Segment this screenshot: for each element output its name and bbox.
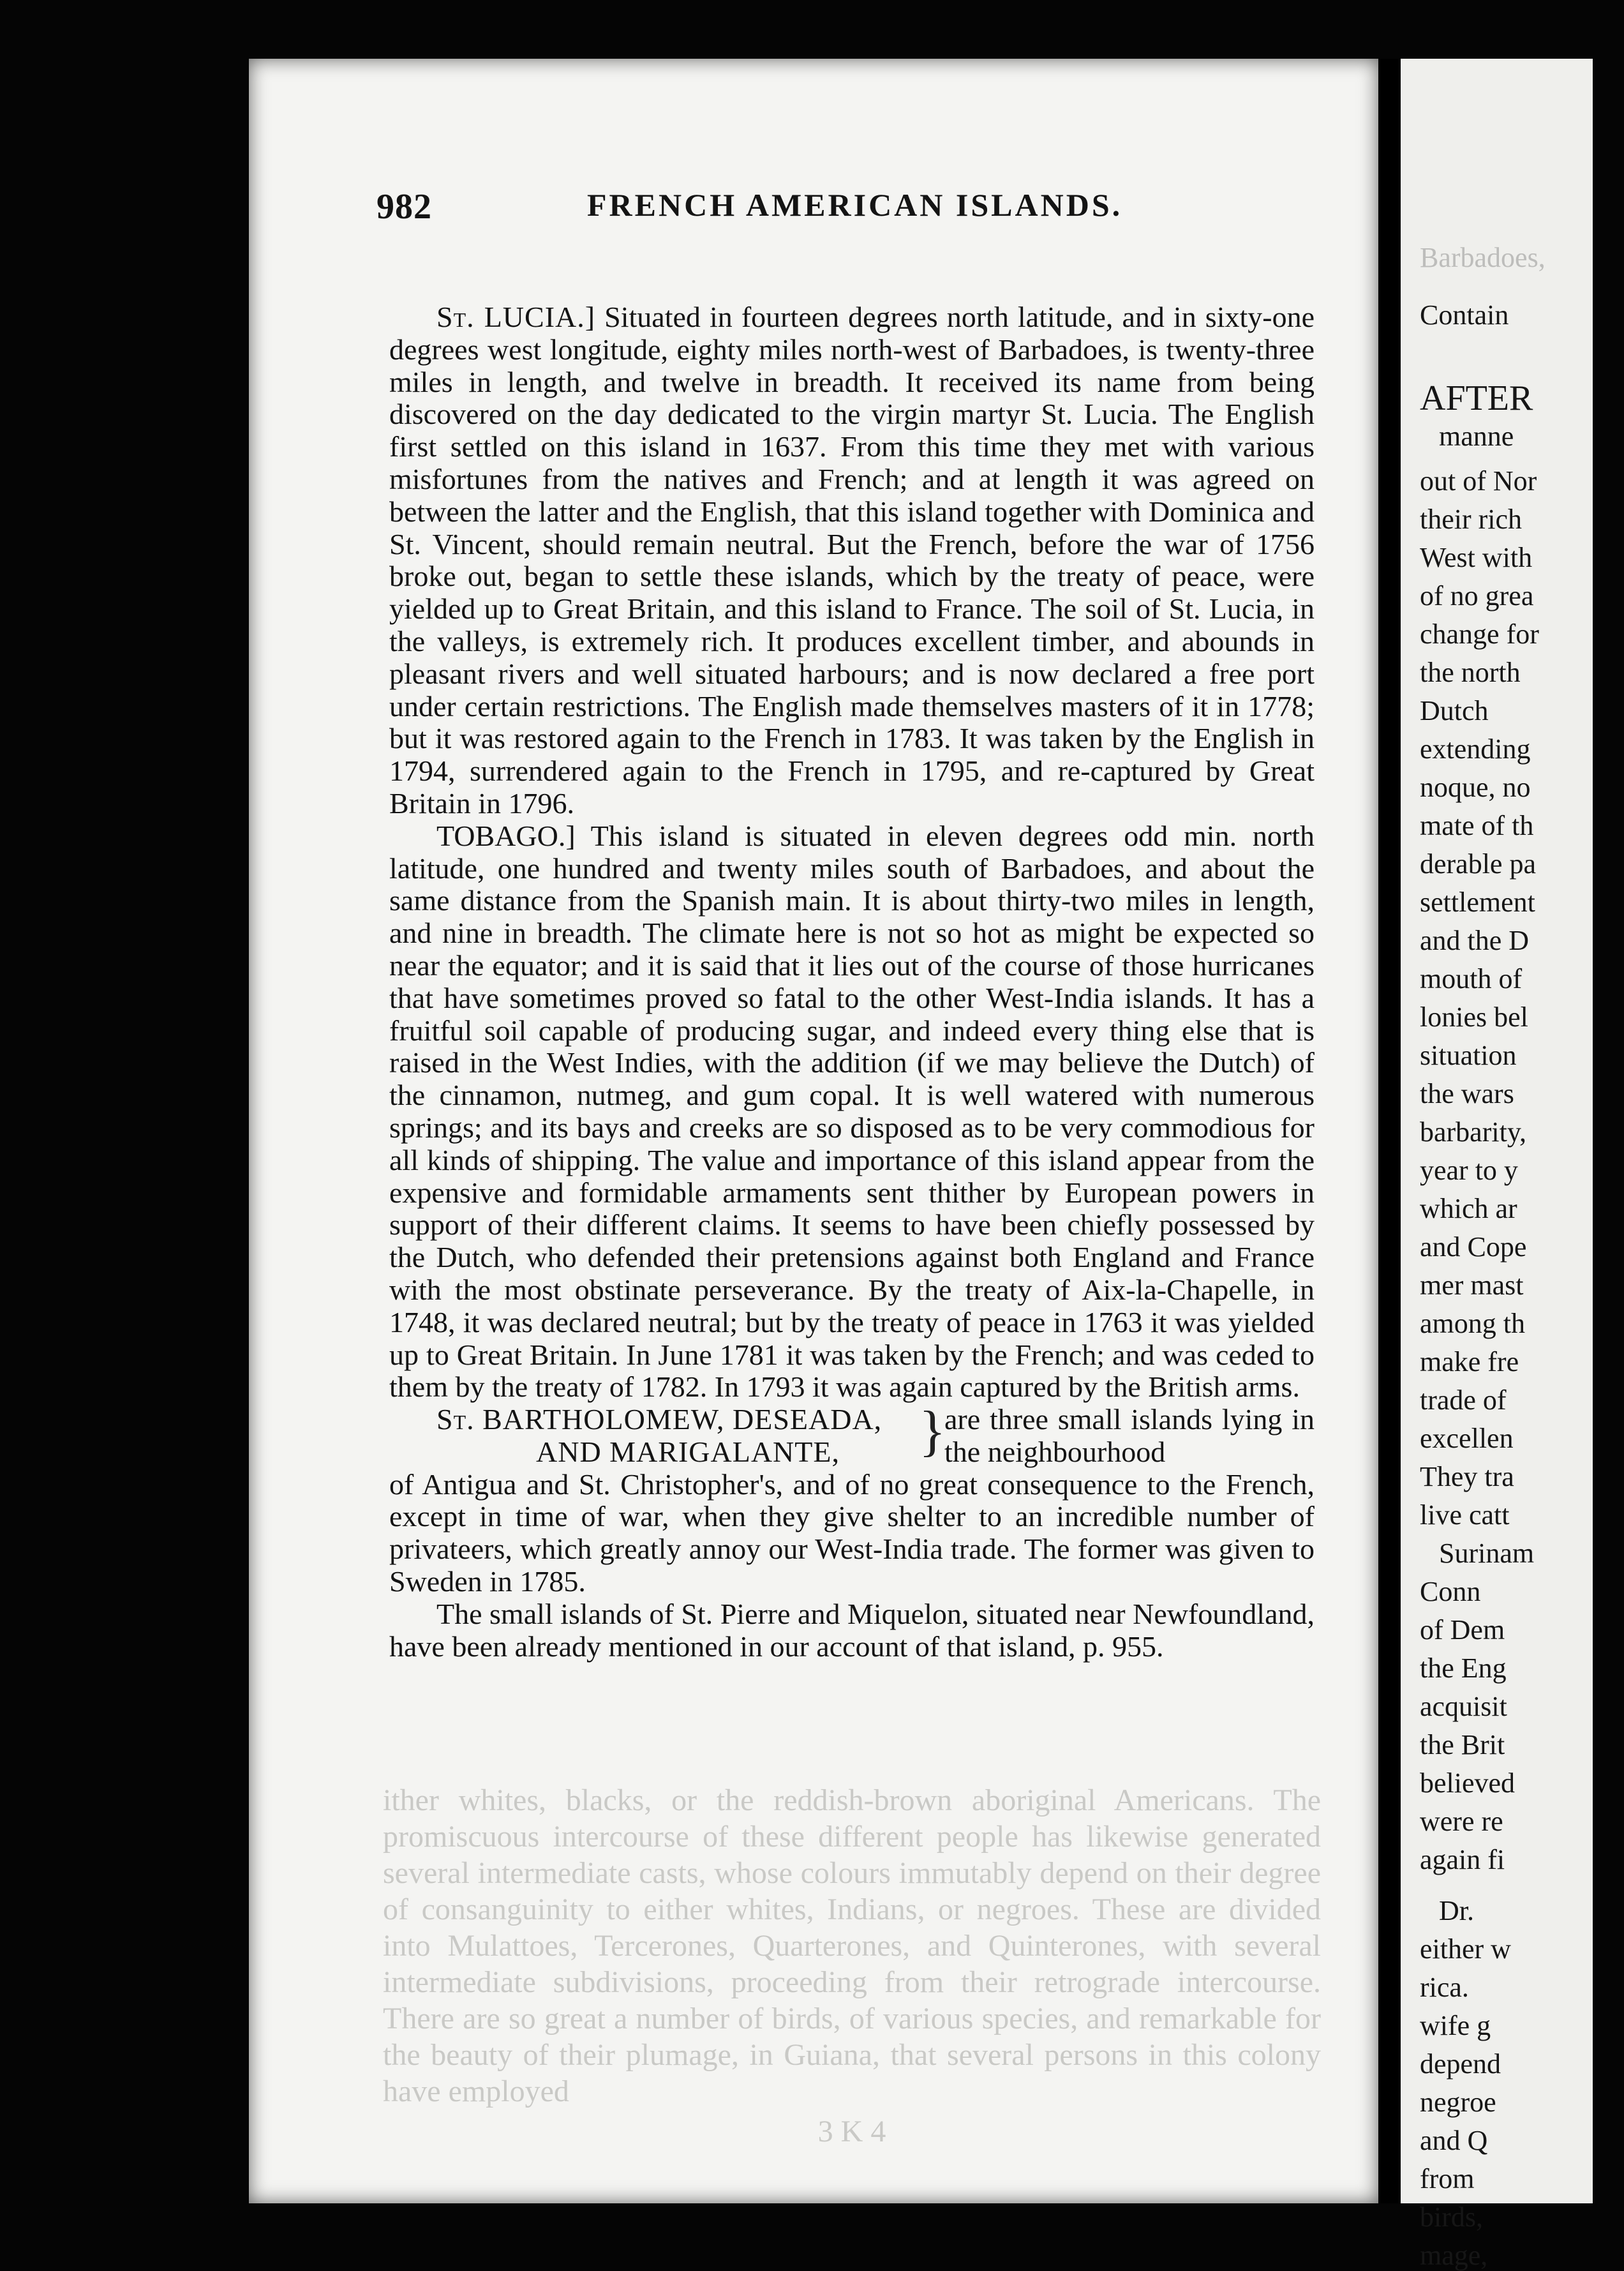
facing-page-line: mage, — [1420, 2240, 1488, 2271]
bartholomew-heading-text: are three small islands lying in the neighbourhood — [944, 1403, 1315, 1468]
facing-page-line: again fi — [1420, 1844, 1505, 1875]
facing-page-line: and the D — [1420, 925, 1530, 956]
facing-page-line: and Cope — [1420, 1231, 1527, 1263]
facing-page-line: the north — [1420, 657, 1521, 688]
facing-page-line: of no grea — [1420, 580, 1534, 611]
facing-page-line: change for — [1420, 618, 1539, 650]
facing-page-line: excellen — [1420, 1423, 1514, 1454]
running-title: FRENCH AMERICAN ISLANDS. — [587, 187, 1123, 223]
facing-page-line: among th — [1420, 1308, 1525, 1339]
facing-page-line: mate of th — [1420, 810, 1534, 841]
paragraph-text: Situated in fourteen degrees north latitude, and in sixty-one degrees west longitude, eighty miles north-west of Barbadoes, is twenty-three miles in length, and twelve in breadth. It received its name from being discovered on the day dedicated to the virgin martyr St. Lucia. The English first settled on this island in 1637. From this time they met with various misfortunes from the natives and French; and at length it was agreed on between the latter and the English, that this island together with Dominica and St. Vincent, should remain neutral. But the French, before the war of 1756 broke out, began to settle these islands, which by the treaty of peace, were yielded up to Great Britain, and this island to France. The soil of St. Lucia, in the valleys, is extremely rich. It produces excellent timber, and abounds in pleasant rivers and well situated harbours; and is now declared a free port under certain restrictions. The English made themselves masters of it in 1778; but it was restored again to the French in 1783. It was taken by the English in 1794, surrendered again to the French in 1795, and re-captured by Great Britain in 1796. — [389, 301, 1315, 820]
paragraph-text: This island is situated in eleven degrees odd min. north latitude, one hundred and twenty miles south of Barbadoes, and about the same distance from the Spanish main. It is about thirty-two miles in length, and nine in breadth. The climate here is not so hot as might be expected so near the equator; and it is said that it lies out of the course of those hurricanes that have sometimes proved so fatal to the other West-India islands. It has a fruitful soil capable of producing sugar, and indeed every thing else that is raised in the West Indies, with the addition (if we may believe the Dutch) of the cinnamon, nutmeg, and gum copal. It is well watered with numerous springs; and its bays and creeks are so disposed as to be very commodious for all kinds of shipping. The value and importance of this island appear from the expensive and formidable armaments sent thither by European powers in support of their different claims. It seems to have been chiefly possessed by the Dutch, who defended their pretensions against both England and France with the most obstinate perseverance. By the treaty of Aix-la-Chapelle, in 1748, it was declared neutral; but by the treaty of peace in 1763 it was yielded up to Great Britain. In June 1781 it was taken by the French; and was ceded to them by the treaty of 1782. In 1793 it was again captured by the British arms. — [389, 819, 1315, 1404]
facing-page-line: Barbadoes, — [1420, 242, 1546, 273]
facing-page-line: from — [1420, 2163, 1475, 2194]
page-header — [376, 186, 1334, 244]
bleed-through-text — [383, 1782, 1321, 2150]
paragraph-bartholomew: of Antigua and St. Christopher's, and of no great consequence to the French, except in time of war, when they give shelter to an incredible number of privateers, which greatly annoy our West-India trade. The former was given to Sweden in 1785. — [389, 1467, 1315, 1598]
facing-page-line: derable pa — [1420, 848, 1536, 880]
facing-page-line: live catt — [1420, 1499, 1510, 1531]
section-lead-st-lucia: St. LUCIA.] — [436, 301, 596, 333]
facing-page-line: the Brit — [1420, 1729, 1505, 1760]
island-names-line-1: St. BARTHOLOMEW, DESEADA, — [436, 1403, 883, 1436]
bartholomew-heading — [389, 1400, 1315, 1469]
paragraph-tobago — [389, 820, 1315, 1404]
island-names-line-2: AND MARIGALANTE, — [536, 1435, 840, 1468]
facing-page-line: were re — [1420, 1806, 1503, 1837]
facing-page-line: trade of — [1420, 1384, 1507, 1416]
facing-page-line: Contain — [1420, 299, 1509, 331]
facing-page-line: year to y — [1420, 1155, 1518, 1186]
paragraph-st-lucia — [389, 301, 1315, 820]
section-lead-tobago: TOBAGO.] — [436, 819, 576, 852]
facing-page-line: barbarity, — [1420, 1116, 1526, 1148]
facing-page-line: Conn — [1420, 1576, 1481, 1607]
facing-page-line: of Dem — [1420, 1614, 1505, 1645]
facing-page-line: rica. — [1420, 1972, 1469, 2003]
facing-page-line: the Eng — [1420, 1653, 1507, 1684]
facing-page-line: birds, — [1420, 2201, 1483, 2233]
facing-page-line: Dr. — [1439, 1895, 1474, 1926]
paragraph-small-islands: The small islands of St. Pierre and Miquelon, situated near Newfoundland, have been already mentioned in our account of that island, p. 955. — [389, 1597, 1315, 1663]
facing-page-line: They tra — [1420, 1461, 1514, 1492]
bleed-through-signature: 3 K 4 — [817, 2115, 886, 2148]
facing-page-fragment — [1401, 59, 1593, 2271]
facing-page-line: Dutch — [1420, 695, 1489, 726]
facing-page-line: out of Nor — [1420, 465, 1537, 497]
facing-page-line: AFTER — [1420, 378, 1533, 418]
facing-page-line: Surinam — [1439, 1538, 1535, 1569]
facing-page-line: make fre — [1420, 1346, 1519, 1377]
page-number: 982 — [376, 187, 432, 227]
facing-page-line: lonies bel — [1420, 1001, 1528, 1033]
facing-page-line: settlement — [1420, 887, 1535, 918]
facing-page-line: West with — [1420, 542, 1533, 573]
facing-page-line: mouth of — [1420, 963, 1523, 994]
page-body — [389, 301, 1315, 1663]
facing-page-line: which ar — [1420, 1193, 1517, 1224]
facing-page-line: negroe — [1420, 2087, 1496, 2118]
facing-page-line: depend — [1420, 2048, 1501, 2080]
facing-page-line: either w — [1420, 1933, 1511, 1965]
bleed-through-paragraph: ither whites, blacks, or the reddish-brown aboriginal Americans. The promiscuous intercourse of these different people has likewise generated several intermediate casts, whose colours immutably depend on their degree of consanguinity to either whites, Indians, or negroes. These are divided into Mulattoes, Tercerones, Quarterones, and Quinterones, with several intermediate subdivisions, proceeding from their retrograde intercourse. There are so great a number of birds, of various species, and remarkable for the beauty of their plumage, in Guiana, that several persons in this colony have employed — [383, 1783, 1321, 2108]
island-names — [389, 1404, 919, 1469]
facing-page-line: situation — [1420, 1040, 1517, 1071]
facing-page-line: and Q — [1420, 2125, 1488, 2156]
facing-page-line: acquisit — [1420, 1691, 1507, 1722]
facing-page-line: their rich — [1420, 504, 1523, 535]
facing-page-line: wife g — [1420, 2010, 1491, 2041]
facing-page-line: extending — [1420, 733, 1531, 765]
book-page — [249, 59, 1378, 2203]
facing-page-line: the wars — [1420, 1078, 1514, 1109]
gutter-shadow — [1378, 59, 1401, 2203]
brace-symbol: } — [919, 1400, 946, 1463]
facing-page-line: believed — [1420, 1767, 1516, 1799]
facing-page-line: noque, no — [1420, 772, 1531, 803]
facing-page-line: mer mast — [1420, 1270, 1524, 1301]
facing-page-line: manne — [1439, 421, 1514, 452]
